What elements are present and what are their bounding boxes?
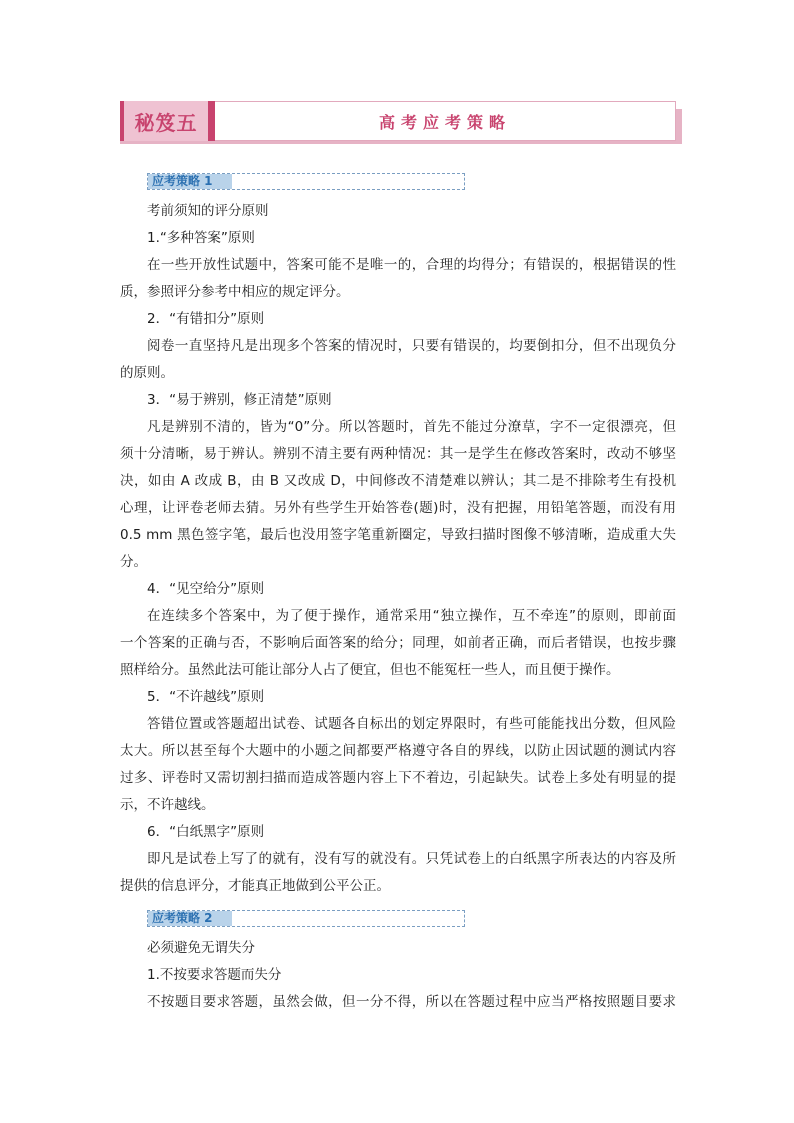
rule-title: 1.不按要求答题而失分 bbox=[147, 967, 282, 983]
rule-4-title: 4．“见空给分”原则 bbox=[147, 581, 265, 597]
section-1-label-box bbox=[147, 173, 465, 190]
paragraph-line: 太大。所以甚至每个大题中的小题之间都要严格遵守各自的界线，以防止因试题的测试内容 bbox=[120, 743, 676, 759]
paragraph-line: 的原则。 bbox=[120, 365, 174, 381]
header-tab bbox=[120, 101, 208, 141]
header-tab-label: 秘笈五 bbox=[134, 110, 198, 135]
rule-5-title: 5．“不许越线”原则 bbox=[147, 689, 265, 705]
rule-6-title: 6．“白纸黑字”原则 bbox=[147, 824, 265, 840]
paragraph-line: 阅卷一直坚持凡是出现多个答案的情况时，只要有错误的，均要倒扣分，但不出现负分 bbox=[147, 338, 676, 354]
paragraph-line: 一个答案的正确与否，不影响后面答案的给分；同理，如前者正确，而后者错误，也按步骤 bbox=[120, 635, 676, 651]
paragraph-line: 质，参照评分参考中相应的规定评分。 bbox=[120, 284, 350, 300]
paragraph-line: 不按题目要求答题，虽然会做，但一分不得，所以在答题过程中应当严格按照题目要求 bbox=[147, 994, 676, 1010]
paragraph-line: 须十分清晰，易于辨认。辨别不清主要有两种情况：其一是学生在修改答案时，改动不够坚 bbox=[120, 446, 676, 462]
rule-1-title: 1.“多种答案”原则 bbox=[147, 230, 255, 246]
section-2-heading: 必须避免无谓失分 bbox=[147, 940, 255, 956]
header-title-box bbox=[215, 101, 676, 141]
section-2-label: 应考策略 2 bbox=[148, 911, 232, 926]
paragraph-line: 在连续多个答案中，为了便于操作，通常采用“独立操作，互不牵连”的原则，即前面 bbox=[147, 608, 676, 624]
header-shadow-right bbox=[676, 109, 682, 144]
header-shadow-bottom bbox=[120, 141, 682, 144]
page-title: 高考应考策略 bbox=[378, 112, 511, 132]
paragraph-line: 过多、评卷时又需切割扫描而造成答题内容上下不着边，引起缺失。试卷上多处有明显的提 bbox=[120, 770, 676, 786]
section-2-label-box bbox=[147, 910, 465, 927]
paragraph-line: 照样给分。虽然此法可能让部分人占了便宜，但也不能冤枉一些人，而且便于操作。 bbox=[120, 662, 620, 678]
rule-2-title: 2．“有错扣分”原则 bbox=[147, 311, 265, 327]
paragraph-line: 在一些开放性试题中，答案可能不是唯一的，合理的均得分；有错误的，根据错误的性 bbox=[147, 257, 676, 273]
paragraph-line: 示，不许越线。 bbox=[120, 797, 215, 813]
section-1-heading: 考前须知的评分原则 bbox=[147, 203, 269, 219]
paragraph-line: 分。 bbox=[120, 554, 147, 570]
paragraph-line: 0.5 mm 黑色签字笔，最后也没用签字笔重新圈定，导致扫描时图像不够清晰，造成重大失 bbox=[120, 527, 676, 543]
rule-3-title: 3．“易于辨别，修正清楚”原则 bbox=[147, 392, 332, 408]
paragraph-line: 决，如由 A 改成 B，由 B 又改成 D，中间修改不清楚难以辨认；其二是不排除考生有投机 bbox=[120, 473, 676, 489]
paragraph-line: 答错位置或答题超出试卷、试题各自标出的划定界限时，有些可能能找出分数，但风险 bbox=[147, 716, 676, 732]
paragraph-line: 提供的信息评分，才能真正地做到公平公正。 bbox=[120, 878, 390, 894]
paragraph-line: 心理，让评卷老师去猜。另外有些学生开始答卷(题)时，没有把握，用铅笔答题，而没有用 bbox=[120, 500, 676, 516]
paragraph-line: 即凡是试卷上写了的就有，没有写的就没有。只凭试卷上的白纸黑字所表达的内容及所 bbox=[147, 851, 676, 867]
header-divider-strip bbox=[208, 101, 215, 141]
paragraph-line: 凡是辨别不清的，皆为“0”分。所以答题时，首先不能过分潦草，字不一定很漂亮，但 bbox=[147, 419, 676, 435]
section-1-label: 应考策略 1 bbox=[148, 174, 232, 189]
